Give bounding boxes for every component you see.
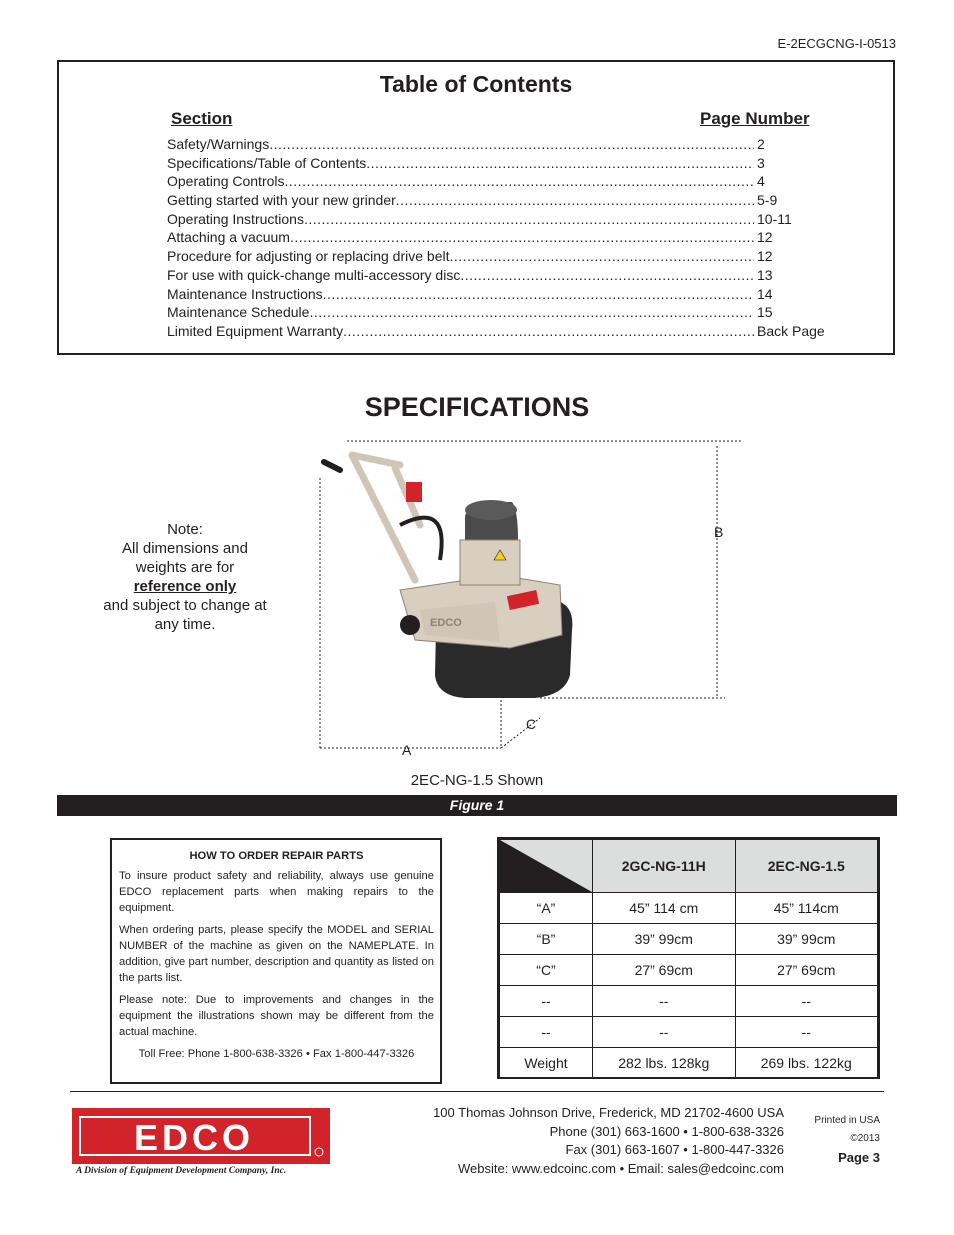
web-email-line: Website: www.edcoinc.com • Email: sales@edcoinc.com [457, 1160, 784, 1176]
toc-entry-page: 2 [757, 136, 765, 152]
toc-entry-page: 12 [757, 248, 773, 265]
toc-entry-label: Operating Instructions [167, 210, 304, 227]
table-column-header: 2EC-NG-1.5 [735, 840, 878, 893]
note-line: Note: [167, 521, 203, 538]
note-line: and subject to change at [103, 597, 267, 614]
specification-table [497, 837, 880, 1079]
toc-entry-page: 5-9 [757, 192, 778, 209]
toc-page-header: Page Number [700, 109, 810, 128]
toc-leader [323, 286, 754, 302]
handle-grip [324, 462, 340, 470]
toc-entry [167, 192, 827, 211]
toc-entry-page: 15 [757, 304, 773, 321]
note-line: All dimensions and [122, 540, 248, 557]
table-row-label: -- [500, 1017, 593, 1048]
toc-entry [167, 248, 827, 267]
toc-entry-label: For use with quick-change multi-accessory disc [167, 266, 461, 283]
table-cell: 282 lbs. 128kg [593, 1048, 736, 1079]
toc-leader [343, 323, 754, 339]
fax-line: Fax (301) 663-1607 • 1-800-447-3326 [565, 1142, 784, 1157]
toc-leader [285, 173, 754, 189]
control-box [406, 482, 422, 502]
toc-title: Table of Contents [379, 71, 573, 97]
order-repair-parts-box [110, 838, 442, 1084]
toc-entry-label: Attaching a vacuum [167, 229, 290, 246]
wheel [400, 615, 420, 635]
order-parts-paragraph: Please note: Due to improvements and changes in the equipment the illustrations shown may be different from the actual machine. [119, 994, 434, 1038]
toc-leader [309, 304, 754, 320]
dimension-b-label: B [714, 524, 724, 540]
toc-entry-page: 13 [757, 266, 773, 283]
table-row [500, 893, 878, 924]
toc-leader [450, 248, 755, 264]
printed-in-usa: Printed in USA [814, 1115, 880, 1126]
handle-frame [352, 455, 420, 580]
dimension-c-label: C [526, 716, 537, 732]
toc-leader [269, 136, 754, 152]
grinder-figure [300, 430, 760, 760]
toc-entry-label: Getting started with your new grinder [167, 192, 396, 209]
toc-leader [366, 155, 754, 171]
toc-entry [167, 155, 827, 174]
svg-text:EDCO: EDCO [430, 617, 462, 629]
table-header-row [500, 840, 878, 893]
dimension-a-label: A [402, 742, 412, 758]
table-row-label: “A” [500, 893, 593, 924]
page-number: Page 3 [838, 1150, 880, 1165]
toc-entry-page: 3 [757, 154, 765, 171]
toc-entry-label: Limited Equipment Warranty [167, 322, 344, 339]
toc-entry-page: Back Page [757, 322, 825, 339]
toc-entry [167, 136, 827, 155]
toc-entry-page: 4 [757, 173, 765, 190]
table-row-label: -- [500, 986, 593, 1017]
copyright: ©2013 [850, 1133, 880, 1144]
toc-list [167, 136, 827, 342]
order-parts-paragraph: To insure product safety and reliability, always use genuine EDCO replacement parts when making repairs to the equipment. [119, 870, 434, 914]
toc-entry-label: Maintenance Schedule [167, 304, 310, 321]
grinder-illustration [300, 430, 760, 760]
table-corner-cell [500, 840, 593, 893]
table-cell: 45” 114 cm [593, 893, 736, 924]
toc-entry [167, 323, 827, 342]
table-row [500, 1048, 878, 1079]
table-cell: 45” 114cm [735, 893, 878, 924]
table-row-label: Weight [500, 1048, 593, 1079]
logo-wordmark: EDCO [133, 1117, 255, 1158]
toc-section-header: Section [171, 109, 233, 128]
toc-entry [167, 304, 827, 323]
table-cell: 39” 99cm [593, 924, 736, 955]
document-code: E-2ECGCNG-I-0513 [777, 36, 896, 51]
order-parts-paragraph: When ordering parts, please specify the MODEL and SERIAL NUMBER of the machine as given on the NAMEPLATE. In addition, give part number, description and quantity as listed on the parts list. [119, 924, 434, 984]
table-cell: -- [735, 1017, 878, 1048]
figure-label: Figure 1 [57, 795, 897, 816]
toc-leader [396, 192, 754, 208]
note-line: any time. [154, 616, 216, 633]
table-cell: -- [593, 1017, 736, 1048]
toc-leader [304, 211, 754, 227]
table-row [500, 924, 878, 955]
toc-entry [167, 211, 827, 230]
footer-divider [70, 1091, 884, 1092]
logo-tagline: A Division of Equipment Development Company, Inc. [76, 1166, 287, 1176]
table-cell: 39” 99cm [735, 924, 878, 955]
note-line: weights are for [135, 559, 235, 576]
toll-free-numbers: Toll Free: Phone 1-800-638-3326 • Fax 1-800-447-3326 [138, 1048, 415, 1060]
toc-entry [167, 173, 827, 192]
note-reference-only: reference only [133, 578, 237, 595]
order-parts-title: HOW TO ORDER REPAIR PARTS [189, 850, 364, 862]
toc-entry-label: Maintenance Instructions [167, 285, 323, 302]
table-cell: 27” 69cm [593, 955, 736, 986]
address-line: 100 Thomas Johnson Drive, Frederick, MD 21702-4600 USA [433, 1105, 784, 1120]
specifications-title: SPECIFICATIONS [364, 392, 590, 422]
toc-entry-label: Procedure for adjusting or replacing drive belt [167, 248, 450, 265]
toc-entry-page: 10-11 [757, 210, 792, 227]
table-cell: 269 lbs. 122kg [735, 1048, 878, 1079]
table-column-header: 2GC-NG-11H [593, 840, 736, 893]
reference-note [90, 520, 280, 634]
toc-entry [167, 267, 827, 286]
table-row [500, 986, 878, 1017]
table-of-contents [57, 60, 895, 355]
contact-address [433, 1104, 784, 1178]
toc-entry [167, 286, 827, 305]
toc-entry-page: 12 [757, 229, 773, 246]
toc-leader [290, 229, 754, 245]
toc-entry-label: Safety/Warnings [167, 136, 270, 152]
table-row-label: “B” [500, 924, 593, 955]
phone-line: Phone (301) 663-1600 • 1-800-638-3326 [549, 1123, 784, 1139]
table-row [500, 955, 878, 986]
figure-caption: 2EC-NG-1.5 Shown [410, 772, 544, 789]
toc-leader [460, 267, 754, 283]
toc-entry-label: Operating Controls [167, 173, 285, 190]
table-cell: -- [735, 986, 878, 1017]
corner-wedge [500, 840, 592, 892]
table-cell: 27” 69cm [735, 955, 878, 986]
table-row-label: “C” [500, 955, 593, 986]
table-row [500, 1017, 878, 1048]
toc-entry [167, 229, 827, 248]
toc-entry-page: 14 [757, 285, 773, 302]
table-cell: -- [593, 986, 736, 1017]
toc-entry-label: Specifications/Table of Contents [167, 154, 367, 171]
motor-mount [460, 540, 520, 585]
